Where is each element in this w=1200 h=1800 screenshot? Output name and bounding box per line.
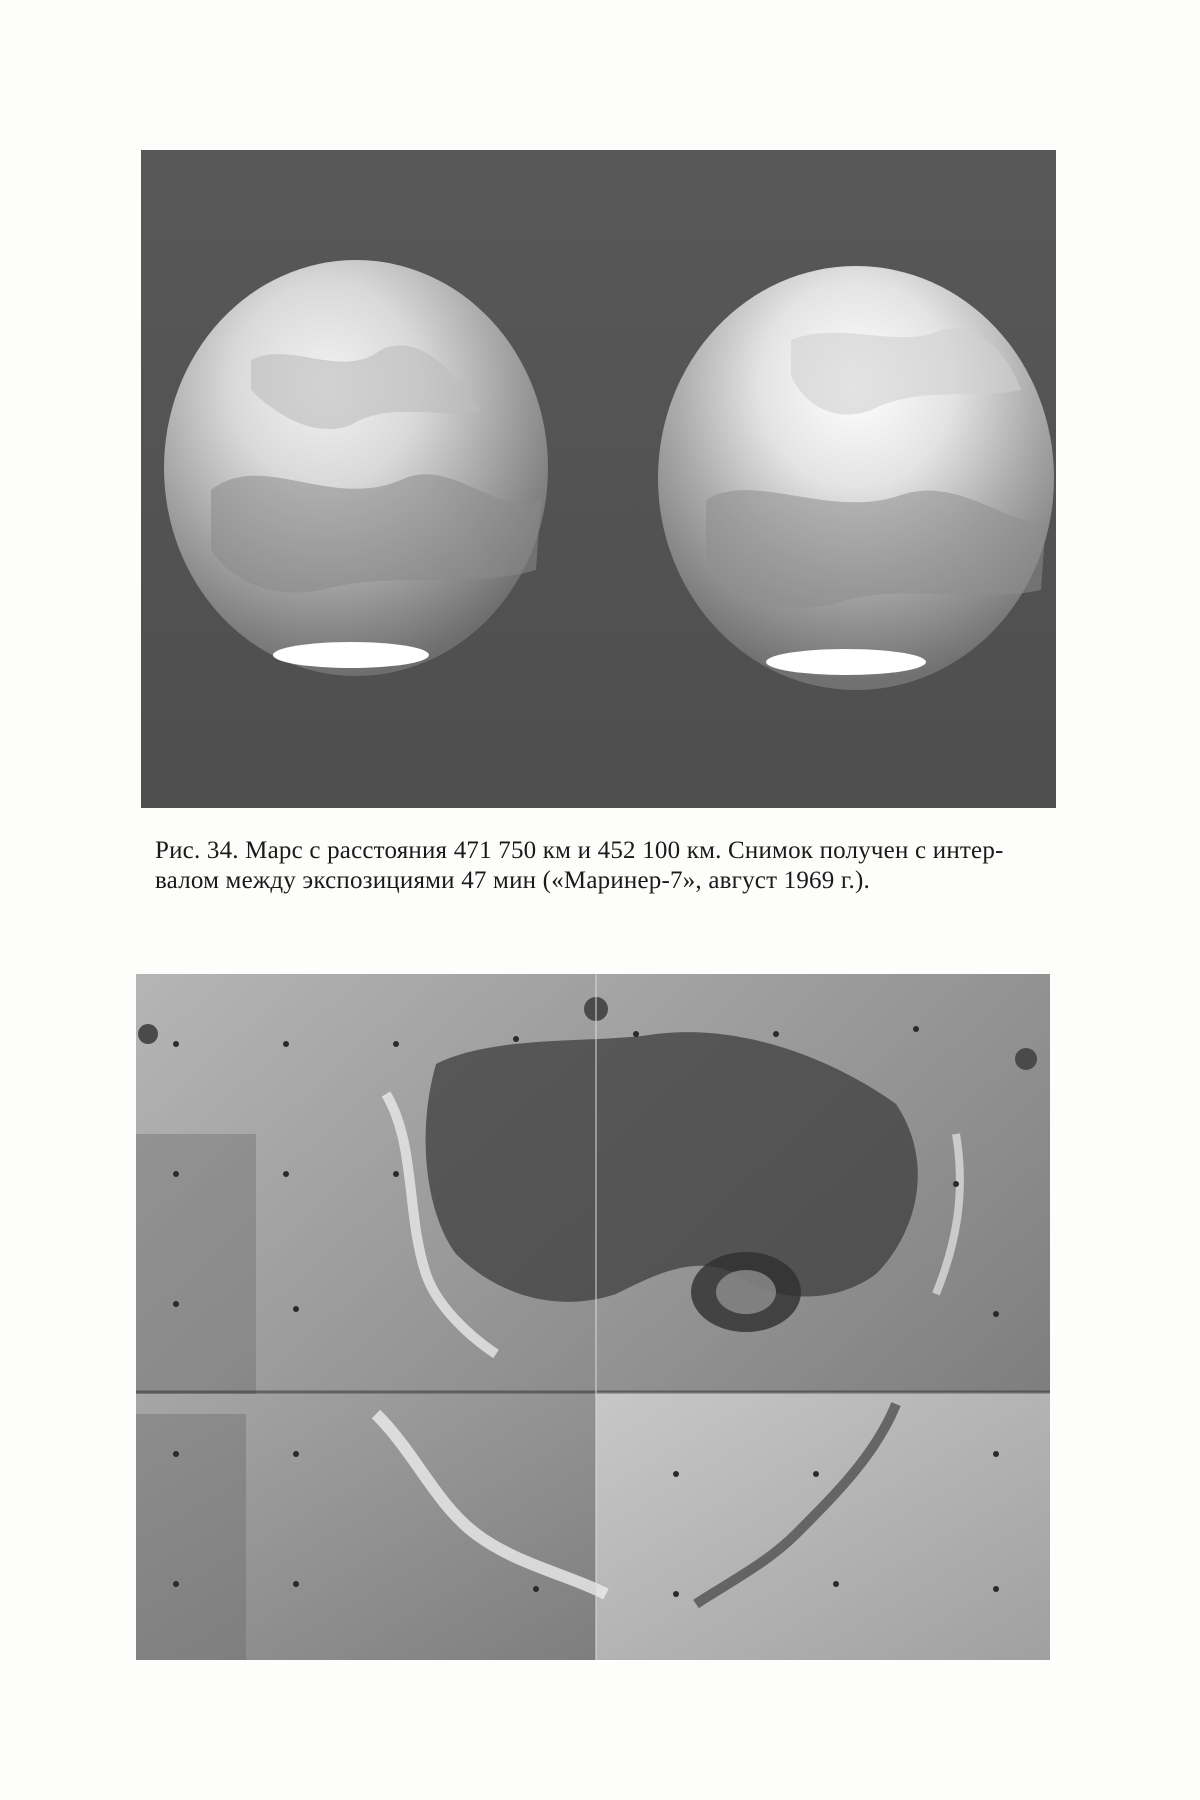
figure-caption <box>155 836 1085 896</box>
mars-disks-photo <box>141 150 1056 808</box>
mars-surface-mosaic-photo <box>136 974 1050 1660</box>
caption-line-2: валом между экспозициями 47 мин («Маринер-7», август 1969 г.). <box>155 867 870 894</box>
caption-line-1: Рис. 34. Марс с расстояния 471 750 км и 452 100 км. Снимок получен с интер- <box>155 837 1004 864</box>
mars-surface-image <box>136 974 1050 1660</box>
mars-disks-image <box>141 150 1056 808</box>
